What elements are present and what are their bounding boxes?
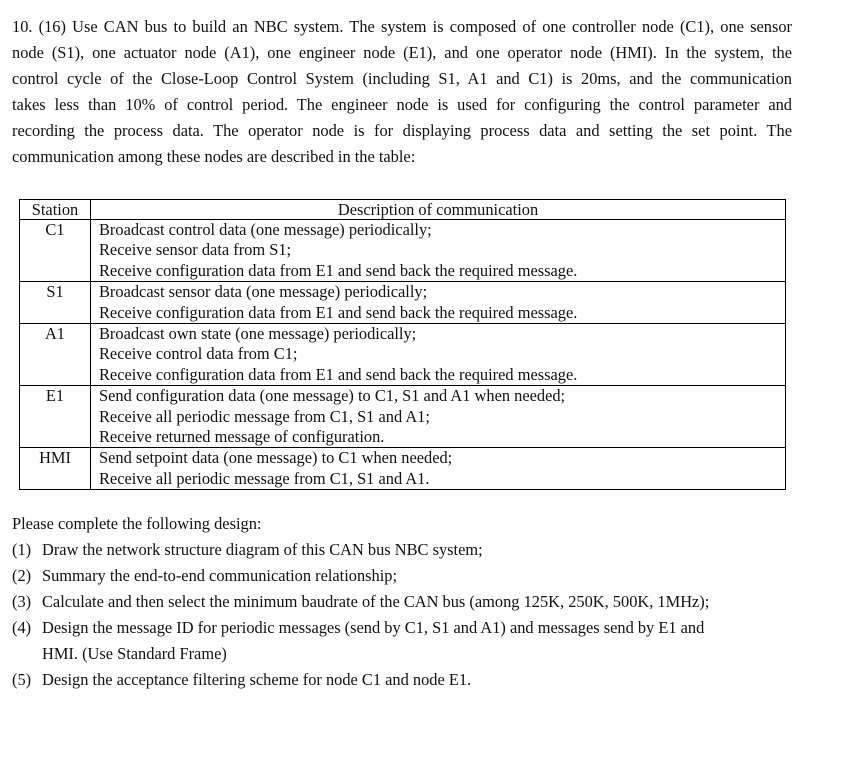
description-line: Broadcast control data (one message) periodically; <box>99 220 432 239</box>
task-number: (1) <box>12 540 32 559</box>
description-line: Receive configuration data from E1 and send back the required message. <box>99 364 578 384</box>
description-cell <box>91 220 786 282</box>
description-line: Receive returned message of configuration. <box>99 427 385 447</box>
station-column-header: Station <box>20 200 91 220</box>
task-text: Design the acceptance filtering scheme for node C1 and node E1. <box>42 670 472 689</box>
task-continuation: HMI. (Use Standard Frame) <box>42 644 227 663</box>
communication-table <box>19 199 786 490</box>
description-column-header: Description of communication <box>91 200 786 220</box>
description-line: Send configuration data (one message) to C1, S1 and A1 when needed; <box>99 386 566 406</box>
task-item <box>12 667 812 693</box>
task-text: Calculate and then select the minimum baudrate of the CAN bus (among 125K, 250K, 500K, 1MHz); <box>42 592 710 611</box>
description-line: Receive all periodic message from C1, S1 and A1; <box>99 406 430 426</box>
intro-line: takes less than 10% of control period. The engineer node is used for configuring the control parameter and <box>12 95 792 114</box>
description-line: Receive sensor data from S1; <box>99 240 292 260</box>
table-row <box>20 220 786 282</box>
table-row <box>20 386 786 448</box>
intro-line: 10. (16) Use CAN bus to build an NBC system. The system is composed of one controller node (C1), one sensor <box>12 17 792 36</box>
task-item <box>12 615 812 667</box>
table-row <box>20 448 786 490</box>
description-cell <box>91 386 786 448</box>
question-intro <box>12 14 792 170</box>
task-number: (5) <box>12 670 32 689</box>
tasks-heading: Please complete the following design: <box>12 514 262 533</box>
intro-line: control cycle of the Close-Loop Control System (including S1, A1 and C1) is 20ms, and the communication <box>12 69 792 88</box>
task-text: Summary the end-to-end communication relationship; <box>42 566 398 585</box>
task-text: Design the message ID for periodic messages (send by C1, S1 and A1) and messages send by E1 and <box>42 618 705 637</box>
description-cell <box>91 448 786 490</box>
description-line: Receive configuration data from E1 and send back the required message. <box>99 302 578 322</box>
task-item <box>12 563 812 589</box>
station-cell: E1 <box>20 386 91 448</box>
intro-line: node (S1), one actuator node (A1), one engineer node (E1), and one operator node (HMI). In the system, the <box>12 43 792 62</box>
intro-line: recording the process data. The operator node is for displaying process data and setting the set point. The <box>12 121 792 140</box>
task-number: (4) <box>12 618 32 637</box>
task-item <box>12 589 812 615</box>
station-cell: A1 <box>20 324 91 386</box>
description-line: Send setpoint data (one message) to C1 when needed; <box>99 448 453 468</box>
task-text: Draw the network structure diagram of this CAN bus NBC system; <box>42 540 483 559</box>
description-line: Receive control data from C1; <box>99 344 298 364</box>
intro-line: communication among these nodes are described in the table: <box>12 147 416 166</box>
table-row <box>20 282 786 324</box>
task-number: (3) <box>12 592 32 611</box>
description-line: Receive configuration data from E1 and send back the required message. <box>99 260 578 280</box>
description-line: Broadcast sensor data (one message) periodically; <box>99 282 428 302</box>
description-cell <box>91 324 786 386</box>
task-number: (2) <box>12 566 32 585</box>
task-item <box>12 537 812 563</box>
description-cell <box>91 282 786 324</box>
station-cell: C1 <box>20 220 91 282</box>
station-cell: S1 <box>20 282 91 324</box>
table-row <box>20 324 786 386</box>
description-line: Receive all periodic message from C1, S1 and A1. <box>99 468 430 488</box>
design-tasks <box>12 511 812 693</box>
station-cell: HMI <box>20 448 91 490</box>
table-header-row <box>20 200 786 220</box>
description-line: Broadcast own state (one message) periodically; <box>99 324 417 344</box>
